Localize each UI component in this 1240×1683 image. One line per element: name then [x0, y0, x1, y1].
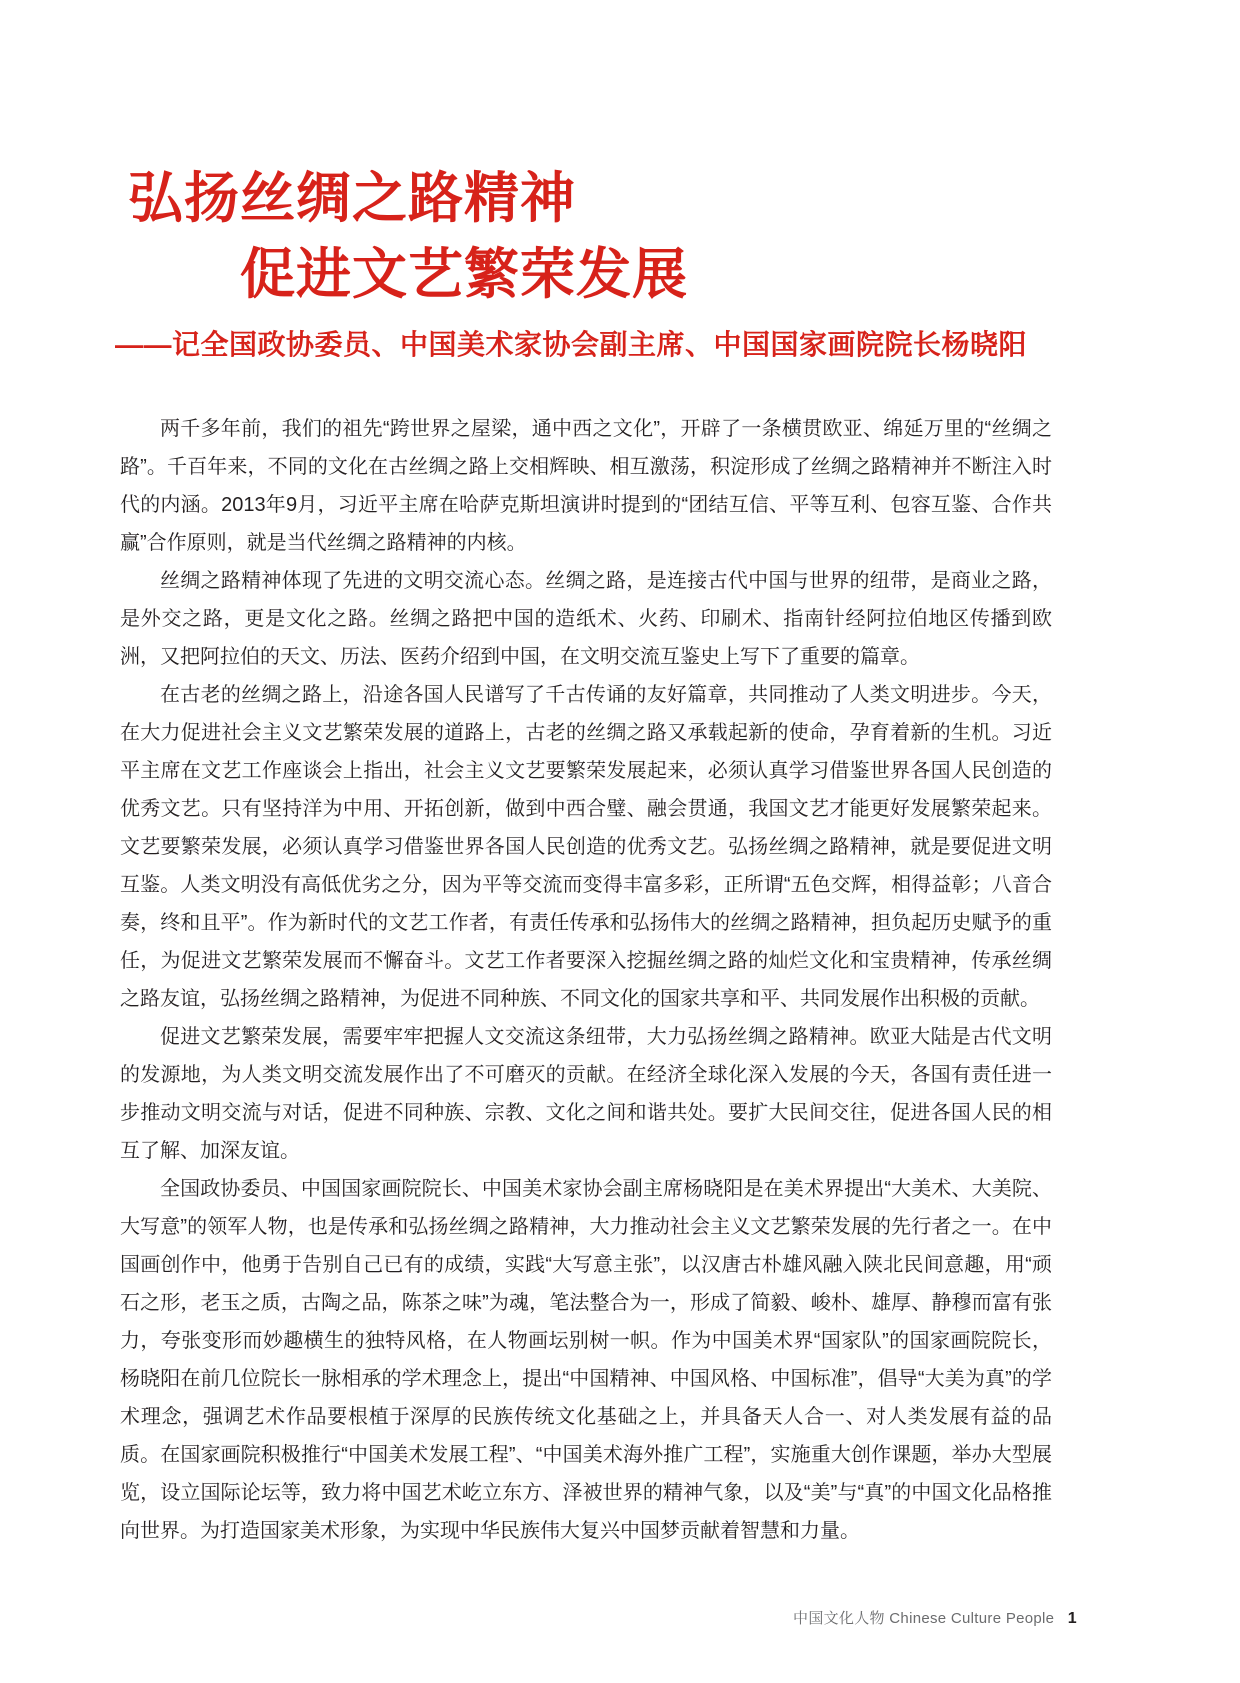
journal-name-cn: 中国文化人物	[793, 1610, 885, 1627]
article-body	[120, 410, 1052, 1550]
article-paragraph-5: 全国政协委员、中国国家画院院长、中国美术家协会副主席杨晓阳是在美术界提出“大美术、大美院、大写意”的领军人物，也是传承和弘扬丝绸之路精神，大力推动社会主义文艺繁荣发展的先行者之一。在中国画创作中，他勇于告别自己已有的成绩，实践“大写意主张”，以汉唐古朴雄风融入陕北民间意趣，用“顽石之形，老玉之质，古陶之品，陈茶之味”为魂，笔法整合为一，形成了简毅、峻朴、雄厚、静穆而富有张力，夸张变形而妙趣横生的独特风格，在人物画坛别树一帜。作为中国美术界“国家队”的国家画院院长，杨晓阳在前几位院长一脉相承的学术理念上，提出“中国精神、中国风格、中国标准”，倡导“大美为真”的学术理念，强调艺术作品要根植于深厚的民族传统文化基础之上，并具备天人合一、对人类发展有益的品质。在国家画院积极推行“中国美术发展工程”、“中国美术海外推广工程”，实施重大创作课题，举办大型展览，设立国际论坛等，致力将中国艺术屹立东方、泽被世界的精神气象，以及“美”与“真”的中国文化品格推向世界。为打造国家美术形象，为实现中华民族伟大复兴中国梦贡献着智慧和力量。	[120, 1178, 1052, 1542]
article-paragraph-3: 在古老的丝绸之路上，沿途各国人民谱写了千古传诵的友好篇章，共同推动了人类文明进步。今天，在大力促进社会主义文艺繁荣发展的道路上，古老的丝绸之路又承载起新的使命，孕育着新的生机。习近平主席在文艺工作座谈会上指出，社会主义文艺要繁荣发展起来，必须认真学习借鉴世界各国人民创造的优秀文艺。只有坚持洋为中用、开拓创新，做到中西合璧、融会贯通，我国文艺才能更好发展繁荣起来。文艺要繁荣发展，必须认真学习借鉴世界各国人民创造的优秀文艺。弘扬丝绸之路精神，就是要促进文明互鉴。人类文明没有高低优劣之分，因为平等交流而变得丰富多彩，正所谓“五色交辉，相得益彰；八音合奏，终和且平”。作为新时代的文艺工作者，有责任传承和弘扬伟大的丝绸之路精神，担负起历史赋予的重任，为促进文艺繁荣发展而不懈奋斗。文艺工作者要深入挖掘丝绸之路的灿烂文化和宝贵精神，传承丝绸之路友谊，弘扬丝绸之路精神，为促进不同种族、不同文化的国家共享和平、共同发展作出积极的贡献。	[120, 684, 1052, 1010]
article-title-line-1: 弘扬丝绸之路精神	[128, 167, 577, 229]
page-footer	[793, 1607, 1077, 1628]
article-title	[115, 160, 1090, 312]
journal-name-en: Chinese Culture People	[889, 1610, 1055, 1627]
article-title-line-2: 促进文艺繁荣发展	[240, 243, 689, 305]
article-paragraph-4: 促进文艺繁荣发展，需要牢牢把握人文交流这条纽带，大力弘扬丝绸之路精神。欧亚大陆是古代文明的发源地，为人类文明交流发展作出了不可磨灭的贡献。在经济全球化深入发展的今天，各国有责任进一步推动文明交流与对话，促进不同种族、宗教、文化之间和谐共处。要扩大民间交往，促进各国人民的相互了解、加深友谊。	[120, 1026, 1052, 1162]
article-subtitle: ——记全国政协委员、中国美术家协会副主席、中国国家画院院长杨晓阳	[115, 329, 1028, 360]
article-paragraph-2: 丝绸之路精神体现了先进的文明交流心态。丝绸之路，是连接古代中国与世界的纽带，是商业之路，是外交之路，更是文化之路。丝绸之路把中国的造纸术、火药、印刷术、指南针经阿拉伯地区传播到欧洲，又把阿拉伯的天文、历法、医药介绍到中国，在文明交流互鉴史上写下了重要的篇章。	[120, 570, 1052, 668]
article-header	[0, 0, 1240, 362]
page-number: 1	[1067, 1610, 1077, 1627]
article-paragraph-1: 两千多年前，我们的祖先“跨世界之屋梁，通中西之文化”，开辟了一条横贯欧亚、绵延万里的“丝绸之路”。千百年来，不同的文化在古丝绸之路上交相辉映、相互激荡，积淀形成了丝绸之路精神并不断注入时代的内涵。2013年9月，习近平主席在哈萨克斯坦演讲时提到的“团结互信、平等互利、包容互鉴、合作共赢”合作原则，就是当代丝绸之路精神的内核。	[120, 418, 1052, 554]
